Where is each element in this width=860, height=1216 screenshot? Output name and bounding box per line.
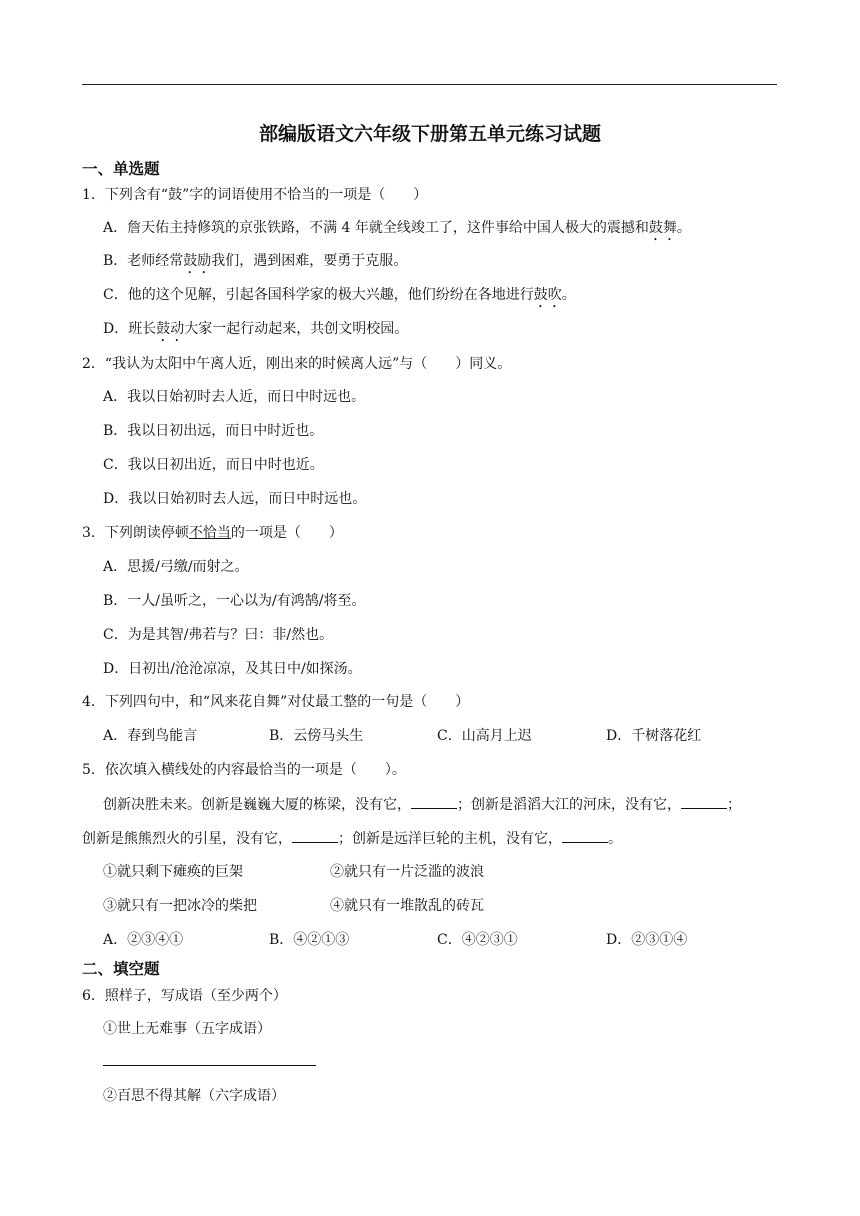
question-2-option-c: C．我以日初出近，而日中时也近。 (103, 457, 324, 473)
section-heading-fill-in: 二、填空题 (82, 960, 160, 978)
question-3-option-c: C．为是其智/弗若与？曰：非/然也。 (103, 627, 334, 643)
question-3-stem: 3．下列朗读停顿不恰当的一项是（ ） (82, 525, 343, 541)
answer-blank[interactable] (681, 796, 727, 809)
question-2-stem: 2．“我认为太阳中午离人近，刚出来的时候离人远”与（ ）同义。 (82, 356, 512, 372)
question-5-option-d: D．②③①④ (606, 932, 688, 948)
question-4-option-b: B．云傍马头生 (269, 728, 364, 744)
question-4-stem: 4．下列四句中，和“风来花自舞”对仗最工整的一句是（ ） (82, 694, 470, 710)
page-title: 部编版语文六年级下册第五单元练习试题 (258, 123, 601, 145)
question-5-item-2: ②就只有一片泛滥的波浪 (330, 864, 484, 880)
answer-blank[interactable] (292, 830, 338, 843)
question-5-passage-line-2: 创新是熊熊烈火的引星，没有它， ；创新是远洋巨轮的主机，没有它， 。 (82, 831, 622, 847)
question-3-option-d: D．日初出/沧沧凉凉，及其日中/如探汤。 (103, 661, 362, 677)
question-1-stem: 1．下列含有“鼓”字的词语使用不恰当的一项是（ ） (82, 187, 428, 203)
question-6-stem: 6．照样子，写成语（至少两个） (82, 988, 287, 1004)
question-5-item-4: ④就只有一堆散乱的砖瓦 (330, 898, 484, 914)
question-5-stem: 5．依次填入横线处的内容最恰当的一项是（ ）。 (82, 762, 406, 778)
answer-line[interactable] (103, 1065, 316, 1066)
question-4-option-d: D．千树落花红 (606, 728, 702, 744)
question-5-item-1: ①就只剩下瘫痪的巨架 (103, 864, 243, 880)
question-6-item-1: ①世上无难事（五字成语） (103, 1021, 271, 1037)
question-2-option-b: B．我以日初出远，而日中时近也。 (103, 423, 324, 439)
question-1-option-c: C．他的这个见解，引起各国科学家的极大兴趣，他们纷纷在各地进行鼓吹。 (103, 287, 576, 303)
question-5-passage-line-1: 创新决胜未来。创新是巍巍大厦的栋梁，没有它， ；创新是滔滔大江的河床，没有它， ； (103, 797, 741, 813)
question-5-option-c: C．④②③① (437, 932, 518, 948)
answer-blank[interactable] (411, 796, 457, 809)
question-4-option-c: C．山高月上迟 (437, 728, 532, 744)
question-5-option-a: A．②③④① (103, 932, 184, 948)
question-5-option-b: B．④②①③ (269, 932, 350, 948)
question-3-option-b: B．一人/虽听之，一心以为/有鸿鹄/将至。 (103, 593, 366, 609)
section-heading-single-choice: 一、单选题 (82, 160, 160, 178)
question-2-option-d: D．我以日始初时去人远，而日中时远也。 (103, 491, 367, 507)
question-2-option-a: A．我以日始初时去人近，而日中时远也。 (103, 389, 366, 405)
question-1-option-d: D．班长鼓动大家一起行动起来，共创文明校园。 (103, 321, 409, 337)
question-1-option-b: B．老师经常鼓励我们，遇到困难，要勇于克服。 (103, 253, 408, 269)
question-1-option-a: A．詹天佑主持修筑的京张铁路，不满 4 年就全线竣工了，这件事给中国人极大的震撼和鼓舞。 (103, 220, 691, 236)
question-6-item-2: ②百思不得其解（六字成语） (103, 1088, 285, 1104)
question-4-option-a: A．春到鸟能言 (103, 728, 198, 744)
header-rule (82, 84, 777, 85)
answer-blank[interactable] (562, 830, 608, 843)
question-3-option-a: A．思援/弓缴/而射之。 (103, 559, 249, 575)
question-5-item-3: ③就只有一把冰冷的柴把 (103, 898, 257, 914)
